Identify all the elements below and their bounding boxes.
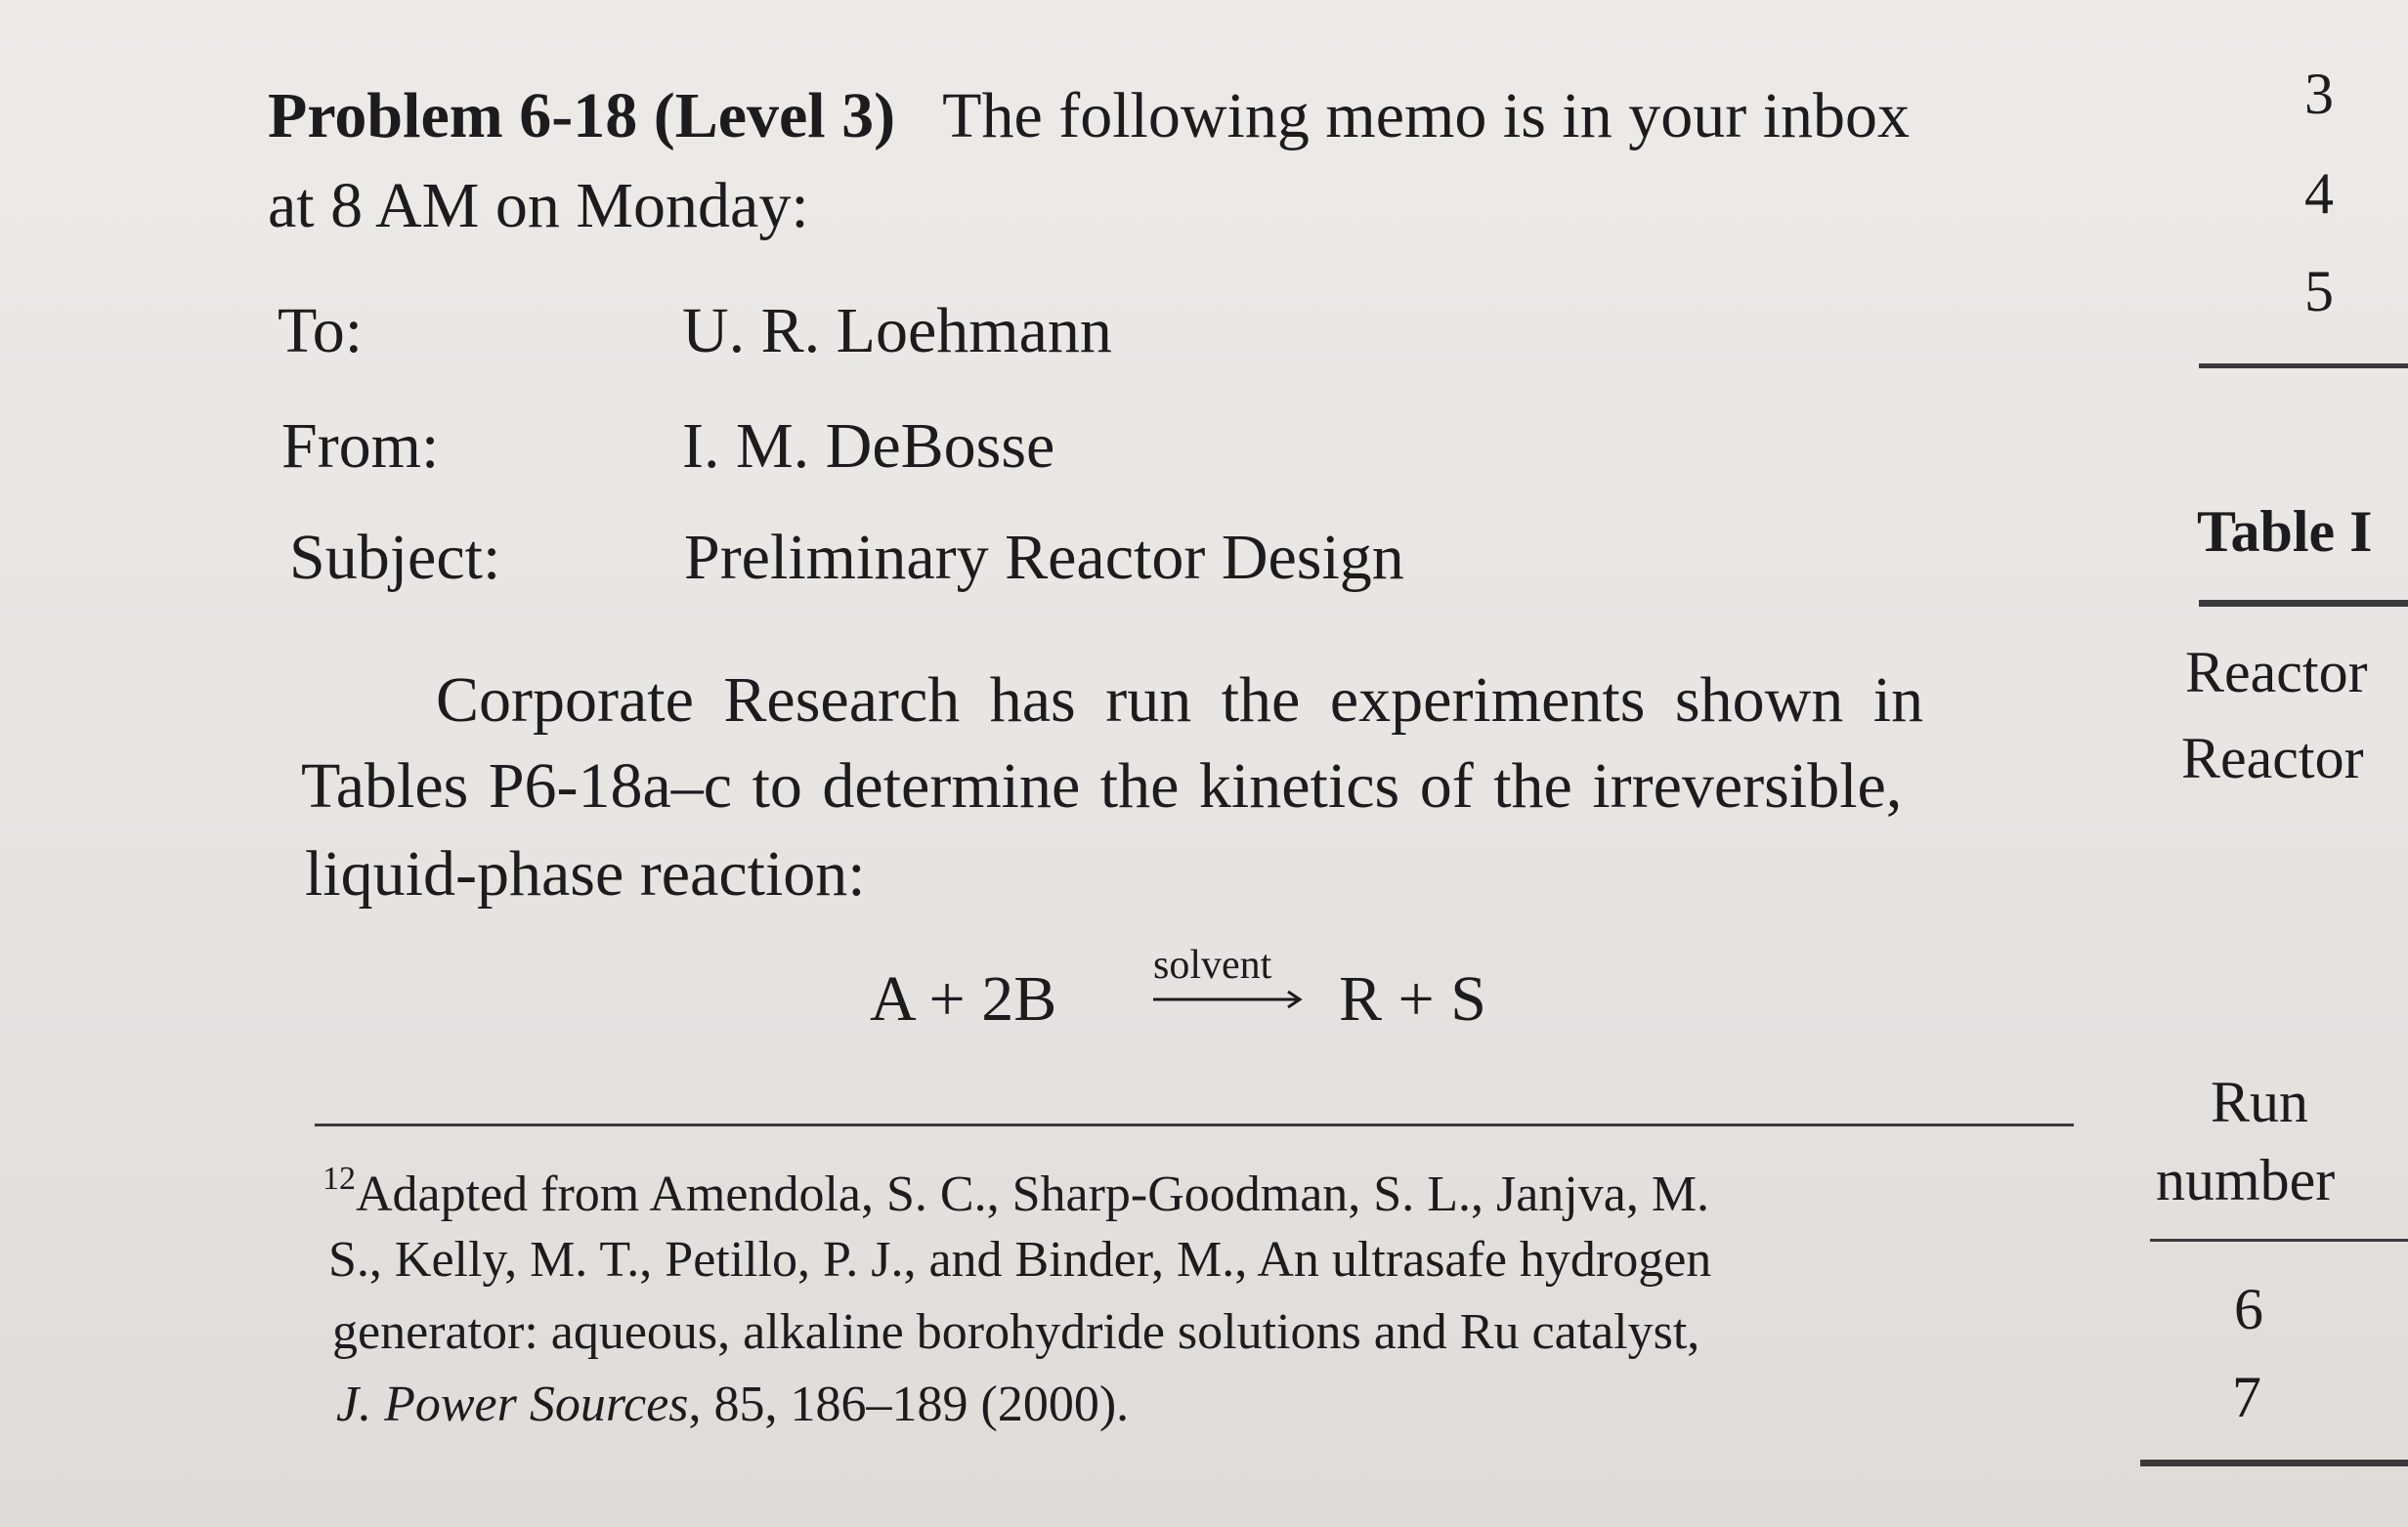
footnote-journal: J. Power Sources [336, 1377, 689, 1432]
right-table-rule-2 [2199, 600, 2408, 607]
equation-solvent-label: solvent [1153, 943, 1272, 988]
memo-from-value: I. M. DeBosse [682, 410, 1055, 482]
right-number-label: number [2156, 1148, 2336, 1212]
right-table-rule-1 [2199, 363, 2408, 368]
body-line-1: Corporate Research has run the experiments shown in [436, 664, 1924, 736]
right-number-4: 4 [2304, 161, 2334, 226]
right-number-3: 3 [2304, 62, 2334, 126]
memo-from-label: From: [281, 410, 440, 482]
footnote-line-1 [322, 1163, 1709, 1220]
right-reactor-line-1: Reactor [2185, 640, 2368, 704]
equation-right: R + S [1339, 963, 1486, 1035]
reaction-arrow-icon [1151, 987, 1308, 1012]
problem-intro-line2: at 8 AM on Monday: [268, 170, 809, 241]
footnote-line-3: generator: aqueous, alkaline borohydride solutions and Ru catalyst, [332, 1304, 1700, 1360]
body-line-3: liquid-phase reaction: [305, 838, 866, 910]
right-table-rule-4 [2140, 1460, 2408, 1466]
memo-subject-label: Subject: [289, 522, 501, 593]
footnote-mark: 12 [322, 1161, 356, 1197]
right-run-label: Run [2211, 1070, 2309, 1134]
footnote-line-4 [336, 1379, 1129, 1430]
footnote-line-2: S., Kelly, M. T., Petillo, P. J., and Binder, M., An ultrasafe hydrogen [328, 1232, 1712, 1288]
memo-to-label: To: [278, 295, 364, 366]
body-line-2: Tables P6-18a–c to determine the kinetics of the irreversible, [301, 750, 1903, 822]
problem-heading: Problem 6-18 (Level 3) [268, 80, 896, 151]
right-number-6: 6 [2234, 1277, 2263, 1341]
right-reactor-line-2: Reactor [2181, 726, 2364, 790]
problem-intro-line1: The following memo is in your inbox [942, 80, 1911, 151]
right-number-5: 5 [2304, 259, 2334, 323]
right-number-7: 7 [2232, 1365, 2261, 1429]
memo-to-value: U. R. Loehmann [682, 295, 1112, 366]
footnote-text-1: Adapted from Amendola, S. C., Sharp-Goodman, S. L., Janjva, M. [356, 1166, 1710, 1222]
footnote-rule [315, 1124, 2074, 1126]
problem-heading-line [268, 80, 1911, 151]
equation-left: A + 2B [870, 963, 1057, 1035]
right-table-rule-3 [2150, 1239, 2408, 1242]
right-table-title: Table I [2197, 499, 2373, 564]
footnote-citation-rest: , 85, 186–189 (2000). [688, 1377, 1130, 1432]
memo-subject-value: Preliminary Reactor Design [684, 522, 1404, 593]
